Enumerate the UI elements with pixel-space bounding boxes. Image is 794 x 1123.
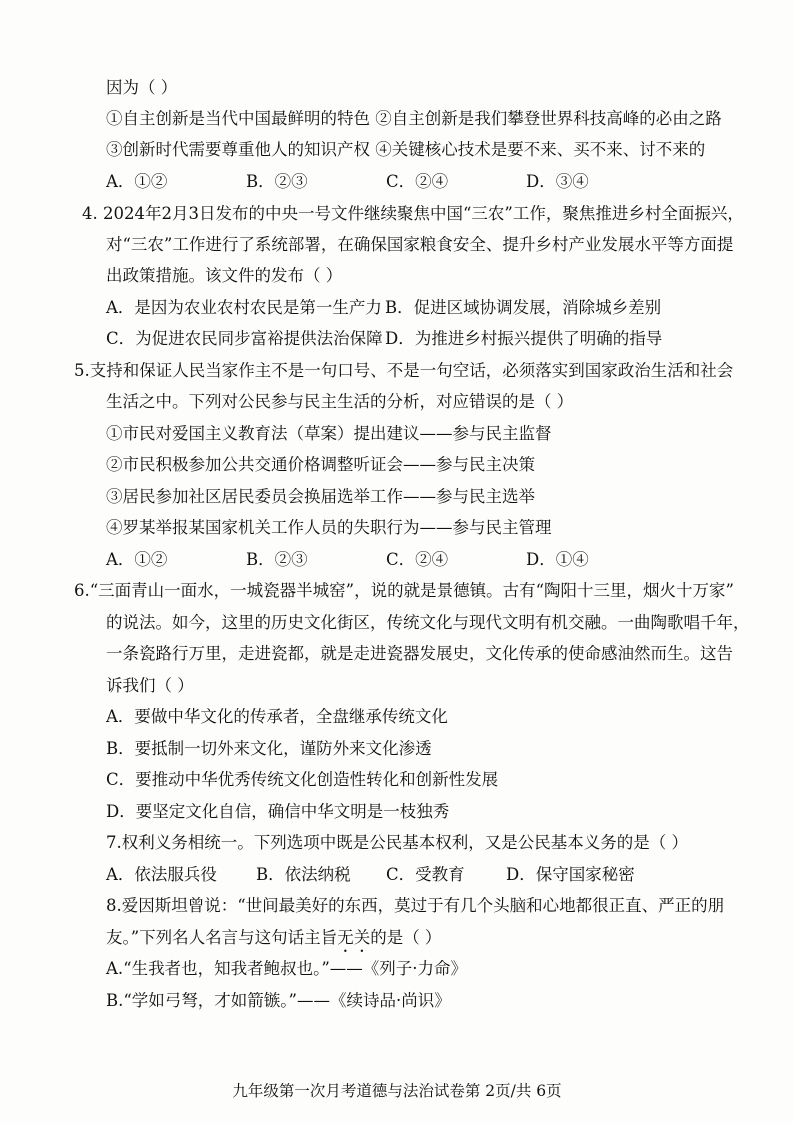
q4-option-a: A．是因为农业农村农民是第一生产力 [106, 298, 382, 317]
q3-item-line-2: ③创新时代需要尊重他人的知识产权 ④关键核心技术是要不来、买不来、讨不来的 [106, 140, 706, 159]
q4-stem-line-3: 出政策措施。该文件的发布（ ） [106, 266, 343, 285]
q3-option-a: A．①② [106, 172, 168, 191]
q5-stem-line-2: 生活之中。下列对公民参与民主生活的分析，对应错误的是（ ） [106, 392, 574, 411]
q4-stem-line-2: 对“三农”工作进行了系统部署，在确保国家粮食安全、提升乡村产业发展水平等方面提 [106, 235, 734, 254]
q3-stem-tail: 因为（ ） [106, 78, 178, 97]
q6-stem-line-2: 的说法。如今，这里的历史文化街区，传统文化与现代文明有机交融。一曲陶歌唱千年， [106, 613, 750, 632]
q5-item-4: ④罗某举报某国家机关工作人员的失职行为——参与民主管理 [106, 518, 552, 537]
q3-option-d: D．③④ [526, 172, 589, 191]
q6-option-a: A．要做中华文化的传承者，全盘继承传统文化 [106, 707, 448, 726]
q5-item-3: ③居民参加社区居民委员会换届选举工作——参与民主选举 [106, 487, 535, 506]
q6-option-c: C．要推动中华优秀传统文化创造性转化和创新性发展 [106, 770, 499, 789]
q6-stem-line-4: 诉我们（ ） [106, 676, 194, 695]
q3-option-b: B．②③ [246, 172, 308, 191]
q6-option-b: B．要抵制一切外来文化，谨防外来文化渗透 [106, 739, 432, 758]
q7-option-a: A．依法服兵役 [106, 865, 217, 884]
q4-option-d: D．为推进乡村振兴提供了明确的指导 [385, 329, 663, 348]
q5-options [106, 549, 589, 571]
q3-options [106, 171, 589, 193]
q6-option-d: D．要坚定文化自信，确信中华文明是一枝独秀 [106, 802, 450, 821]
q8-emphasis-word: 无关 [337, 928, 371, 947]
q5-option-d: D．①④ [526, 550, 589, 569]
q5-option-c: C．②④ [386, 550, 449, 569]
q7-option-d: D．保守国家秘密 [506, 865, 635, 884]
q3-option-c: C．②④ [386, 172, 449, 191]
q5-item-1: ①市民对爱国主义教育法（草案）提出建议——参与民主监督 [106, 424, 552, 443]
q8-stem-line-2-post: 的是（ ） [370, 928, 442, 947]
q4-option-c: C．为促进农民同步富裕提供法治保障 [106, 329, 383, 348]
q4-stem-line-1: 4. 2024年2月3日发布的中央一号文件继续聚焦中国“三农”工作，聚焦推进乡村全面振兴， [82, 204, 744, 223]
q4-option-b: B．促进区域协调发展，消除城乡差别 [385, 298, 662, 317]
q3-item-line-1: ①自主创新是当代中国最鲜明的特色 ②自主创新是我们攀登世界科技高峰的必由之路 [106, 109, 722, 128]
q7-option-b: B．依法纳税 [256, 865, 351, 884]
q8-stem-line-2-pre: 友。”下列名人名言与这句话主旨 [106, 928, 338, 947]
q5-item-2: ②市民积极参加公共交通价格调整听证会——参与民主决策 [106, 455, 535, 474]
q8-stem-line-1: 8.爱因斯坦曾说：“世间最美好的东西，莫过于有几个头脑和心地都很正直、严正的朋 [106, 896, 725, 915]
q7-options [106, 864, 635, 886]
q8-option-a: A.“生我者也，知我者鲍叔也。”——《列子·力命》 [106, 959, 468, 978]
q5-option-b: B．②③ [246, 550, 308, 569]
q5-option-a: A．①② [106, 550, 168, 569]
q8-stem-line-2 [106, 927, 441, 956]
q8-option-b: B.“学如弓弩，才如箭镞。”——《续诗品·尚识》 [106, 991, 451, 1010]
q7-stem: 7.权利义务相统一。下列选项中既是公民基本权利，又是公民基本义务的是（ ） [106, 833, 688, 852]
q5-stem-line-1: 5.支持和保证人民当家作主不是一句口号、不是一句空话，必须落实到国家政治生活和社会 [74, 361, 734, 380]
q6-stem-line-3: 一条瓷路行万里，走进瓷都，就是走进瓷器发展史，文化传承的使命感油然而生。这告 [106, 644, 733, 663]
page-footer: 九年级第一次月考道德与法治试卷第 2页/共 6页 [232, 1082, 562, 1100]
q6-stem-line-1: 6.“三面青山一面水，一城瓷器半城窑”，说的就是景德镇。古有“陶阳十三里，烟火十万家” [74, 581, 734, 600]
q7-option-c: C．受教育 [386, 865, 465, 884]
